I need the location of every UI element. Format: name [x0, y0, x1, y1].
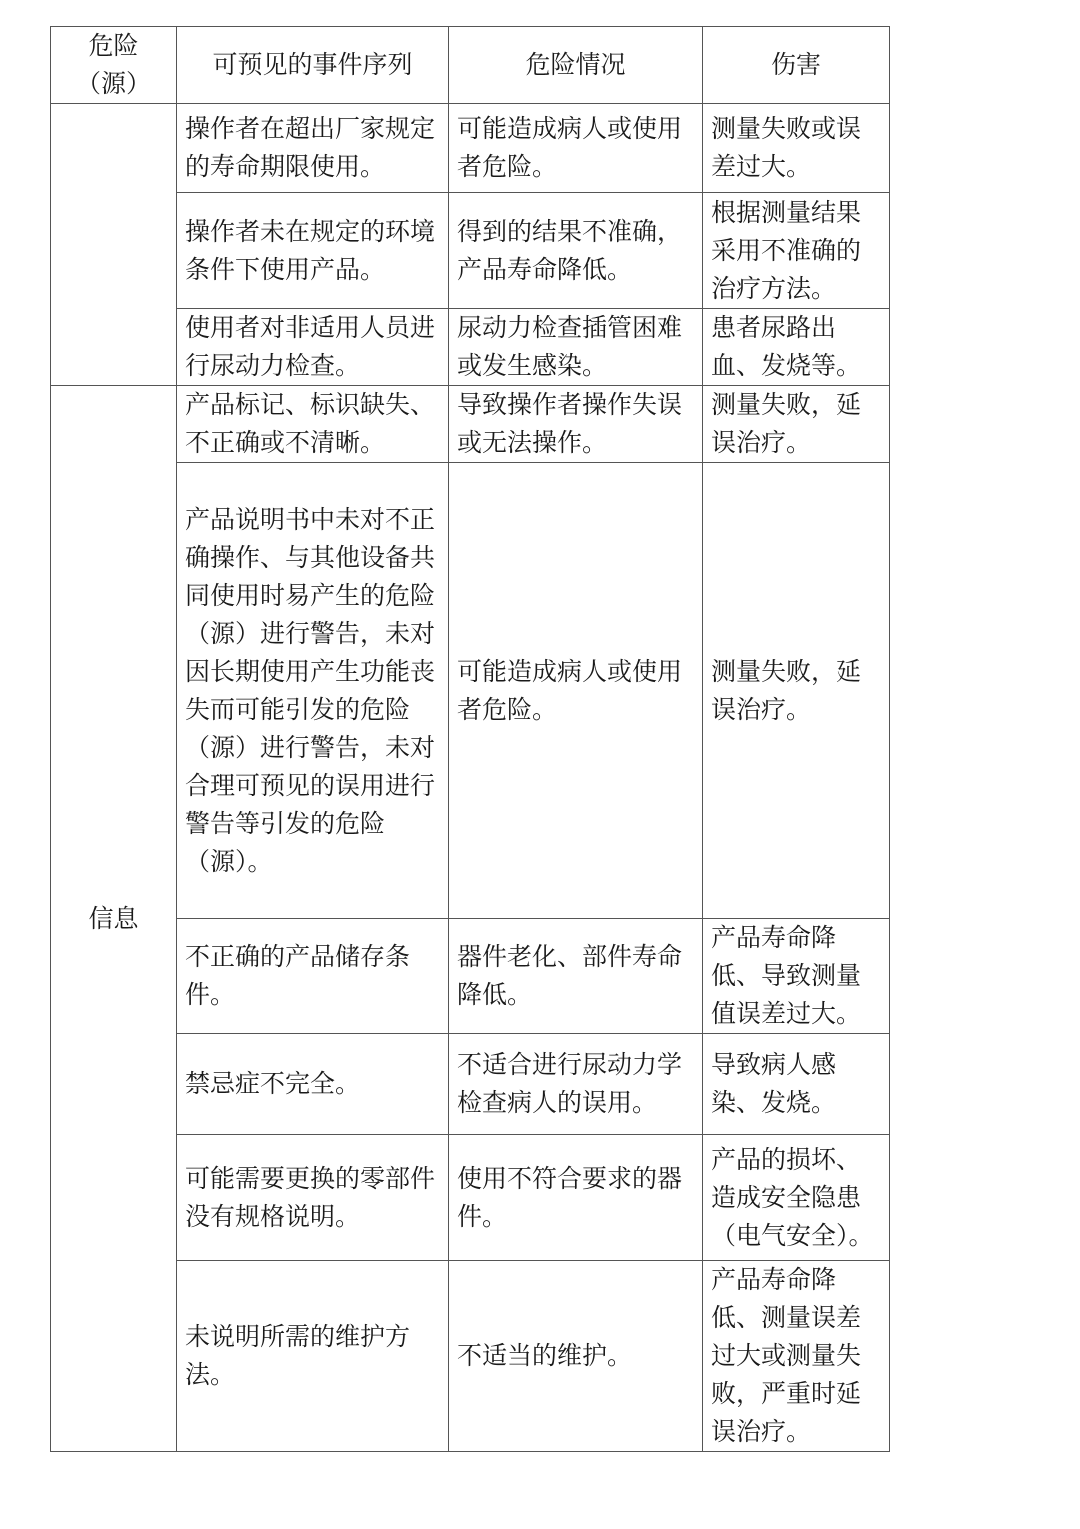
table-row — [51, 193, 890, 309]
situation-cell: 不适当的维护。 — [449, 1261, 703, 1452]
harm-cell: 根据测量结果采用不准确的治疗方法。 — [703, 193, 890, 309]
situation-cell: 尿动力检查插管困难或发生感染。 — [449, 309, 703, 386]
table-row — [51, 463, 890, 919]
risk-table — [50, 26, 890, 1452]
situation-cell: 得到的结果不准确，产品寿命降低。 — [449, 193, 703, 309]
table-row — [51, 1034, 890, 1135]
event-cell: 未说明所需的维护方法。 — [177, 1261, 449, 1452]
situation-cell: 器件老化、部件寿命降低。 — [449, 919, 703, 1034]
table-row — [51, 1135, 890, 1261]
event-cell: 操作者未在规定的环境条件下使用产品。 — [177, 193, 449, 309]
table-row — [51, 104, 890, 193]
event-cell: 产品标记、标识缺失、不正确或不清晰。 — [177, 386, 449, 463]
harm-cell: 测量失败，延误治疗。 — [703, 463, 890, 919]
situation-cell: 不适合进行尿动力学检查病人的误用。 — [449, 1034, 703, 1135]
table-row — [51, 309, 890, 386]
category-cell: 信息 — [51, 386, 177, 1452]
situation-cell: 使用不符合要求的器件。 — [449, 1135, 703, 1261]
header-harm: 伤害 — [703, 27, 890, 104]
category-cell — [51, 104, 177, 386]
event-cell: 使用者对非适用人员进行尿动力检查。 — [177, 309, 449, 386]
harm-cell: 导致病人感染、发烧。 — [703, 1034, 890, 1135]
harm-cell: 产品的损坏、造成安全隐患（电气安全）。 — [703, 1135, 890, 1261]
harm-cell: 患者尿路出血、发烧等。 — [703, 309, 890, 386]
event-cell: 操作者在超出厂家规定的寿命期限使用。 — [177, 104, 449, 193]
table-row — [51, 386, 890, 463]
event-cell: 产品说明书中未对不正确操作、与其他设备共同使用时易产生的危险（源）进行警告，未对因长期使用产生功能丧失而可能引发的危险（源）进行警告，未对合理可预见的误用进行警告等引发的危险（源）。 — [177, 463, 449, 919]
situation-cell: 导致操作者操作失误或无法操作。 — [449, 386, 703, 463]
situation-cell: 可能造成病人或使用者危险。 — [449, 463, 703, 919]
header-row — [51, 27, 890, 104]
event-cell: 可能需要更换的零部件没有规格说明。 — [177, 1135, 449, 1261]
header-event-sequence: 可预见的事件序列 — [177, 27, 449, 104]
event-cell: 不正确的产品储存条件。 — [177, 919, 449, 1034]
harm-cell: 产品寿命降低、导致测量值误差过大。 — [703, 919, 890, 1034]
harm-cell: 测量失败，延误治疗。 — [703, 386, 890, 463]
harm-cell: 测量失败或误差过大。 — [703, 104, 890, 193]
table-row — [51, 919, 890, 1034]
header-hazard: 危险（源） — [51, 27, 177, 104]
harm-cell: 产品寿命降低、测量误差过大或测量失败，严重时延误治疗。 — [703, 1261, 890, 1452]
situation-cell: 可能造成病人或使用者危险。 — [449, 104, 703, 193]
header-hazardous-situation: 危险情况 — [449, 27, 703, 104]
event-cell: 禁忌症不完全。 — [177, 1034, 449, 1135]
table-row — [51, 1261, 890, 1452]
